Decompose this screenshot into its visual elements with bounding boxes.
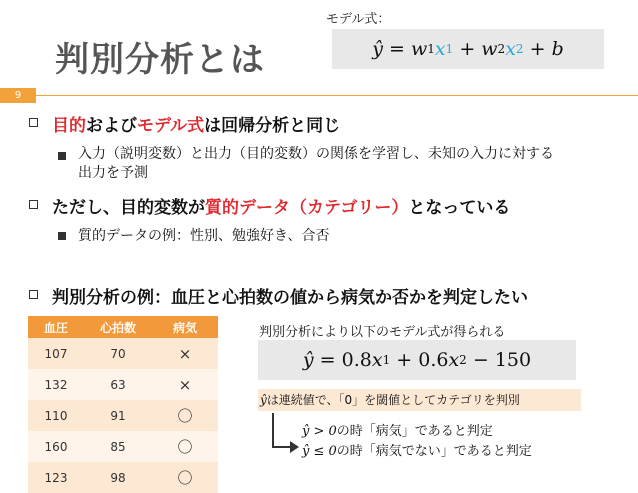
model-label: モデル式： xyxy=(326,12,391,27)
formula2-plus: + xyxy=(396,349,413,371)
condition-1-text: の時「病気」であると判定 xyxy=(336,424,493,439)
table-header: 心拍数 xyxy=(84,316,152,338)
formula-x2-sub: 2 xyxy=(515,42,524,56)
table-row xyxy=(28,369,218,400)
table-row xyxy=(28,400,218,431)
formula-w2: w xyxy=(481,38,498,60)
formula-plus1: + xyxy=(459,38,476,60)
formula-eq: = xyxy=(389,38,405,60)
formula2-c0: 150 xyxy=(494,349,532,371)
formula2-minus: − xyxy=(472,349,489,371)
table-cell: 〇 xyxy=(152,462,218,493)
bullet-box xyxy=(29,290,38,299)
condition-2 xyxy=(302,440,532,459)
bullet-1-sub-line-1: 入力（説明変数）と出力（目的変数）の関係を学習し、未知の入力に対する xyxy=(78,146,554,162)
table-row xyxy=(28,431,218,462)
page-title: 判別分析とは xyxy=(55,40,265,80)
formula2-x1-sub: 1 xyxy=(382,353,391,367)
fitted-formula xyxy=(258,340,576,380)
arrow-line xyxy=(272,446,292,448)
arrow-right-icon xyxy=(290,441,299,453)
table-cell: 160 xyxy=(28,431,84,462)
formula2-c2: 0.6 xyxy=(418,349,449,371)
table-row xyxy=(28,462,218,493)
bullet-1-sub xyxy=(78,145,554,183)
bullet-2-sub: 質的データの例：性別、勉強好き、合否 xyxy=(78,228,330,244)
condition-2-math: ŷ ≤ 0 xyxy=(302,444,337,459)
bullet-1-sub-line-2: 出力を予測 xyxy=(78,165,148,181)
table-cell: 110 xyxy=(28,400,84,431)
judge-note xyxy=(260,389,520,411)
bullet-box xyxy=(29,200,38,209)
data-table xyxy=(28,316,218,493)
table-cell: 132 xyxy=(28,369,84,400)
arrow-line xyxy=(272,413,274,448)
bullet-1-rest: は回帰分析と同じ xyxy=(204,116,341,136)
bullet-2-red: 質的データ（カテゴリー） xyxy=(205,198,409,218)
bullet-1-mid: および xyxy=(86,116,137,136)
table-cell: 85 xyxy=(84,431,152,462)
formula-x2: x xyxy=(505,38,516,60)
bullet-2-pre: ただし、目的変数が xyxy=(52,198,205,218)
formula2-x2: x xyxy=(448,349,460,371)
slide-number: 9 xyxy=(14,90,22,101)
condition-2-text: の時「病気でない」であると判定 xyxy=(336,444,532,459)
table-cell: 〇 xyxy=(152,431,218,462)
condition-1 xyxy=(302,420,493,439)
bullet-box xyxy=(29,118,38,127)
bullet-3: 判別分析の例：血圧と心拍数の値から病気か否かを判定したい xyxy=(52,288,528,308)
table-row xyxy=(28,338,218,369)
judge-yhat: ŷ xyxy=(260,393,267,407)
table-cell: × xyxy=(152,338,218,369)
table-cell: 70 xyxy=(84,338,152,369)
model-formula xyxy=(332,29,604,69)
formula-yhat: ŷ xyxy=(372,38,383,60)
formula2-yhat: ŷ xyxy=(302,349,314,371)
sub-bullet-square xyxy=(58,232,66,240)
table-header: 血圧 xyxy=(28,316,84,338)
table-cell: 91 xyxy=(84,400,152,431)
formula-w1-sub: 1 xyxy=(427,42,435,56)
table-cell: 98 xyxy=(84,462,152,493)
result-note: 判別分析により以下のモデル式が得られる xyxy=(259,325,506,340)
judge-text: は連続値で、「0」を閾値としてカテゴリを判別 xyxy=(266,393,520,407)
condition-1-math: ŷ > 0 xyxy=(302,424,337,439)
bullet-1 xyxy=(52,111,340,136)
formula2-c1: 0.8 xyxy=(341,349,372,371)
table-header-row xyxy=(28,316,218,338)
table-cell: 123 xyxy=(28,462,84,493)
formula2-x1: x xyxy=(371,349,383,371)
bullet-2 xyxy=(52,193,510,218)
bullet-2-post: となっている xyxy=(408,198,511,218)
header-rule xyxy=(36,95,638,96)
table-header: 病気 xyxy=(152,316,218,338)
formula-w1: w xyxy=(411,38,428,60)
formula2-eq: = xyxy=(319,349,336,371)
formula-x1: x xyxy=(434,38,446,60)
bullet-1-red-2: モデル式 xyxy=(137,116,205,136)
formula-plus2: + xyxy=(529,38,546,60)
table-cell: × xyxy=(152,369,218,400)
table-cell: 〇 xyxy=(152,400,218,431)
bullet-1-red-1: 目的 xyxy=(52,116,86,136)
formula-x1-sub: 1 xyxy=(445,42,454,56)
table-cell: 63 xyxy=(84,369,152,400)
formula-w2-sub: 2 xyxy=(497,42,506,56)
formula-b: b xyxy=(551,38,564,60)
sub-bullet-square xyxy=(58,152,66,160)
table-cell: 107 xyxy=(28,338,84,369)
formula2-x2-sub: 2 xyxy=(459,353,467,367)
